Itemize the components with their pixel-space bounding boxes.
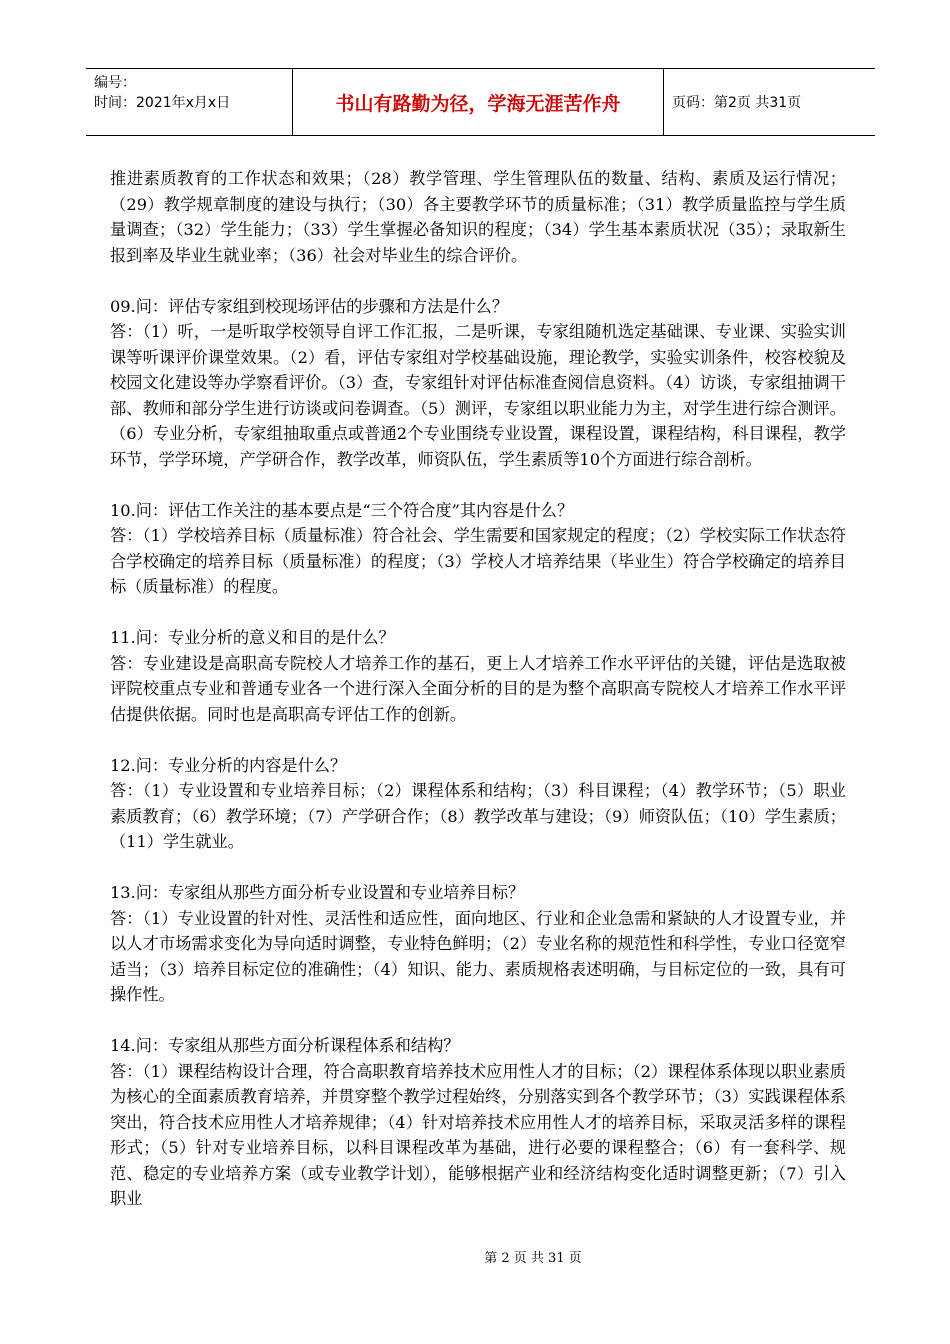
paragraph: 11.问：专业分析的意义和目的是什么？ bbox=[110, 628, 395, 647]
paragraph: 14.问：专家组从那些方面分析课程体系和结构？ bbox=[110, 1036, 460, 1055]
document-time: 时间：2021年x月x日 bbox=[94, 95, 231, 111]
header-meta bbox=[86, 69, 292, 135]
paragraph: 12.问：专业分析的内容是什么？ bbox=[110, 755, 347, 775]
paragraph-gap bbox=[110, 268, 846, 294]
paragraph: 答：（1）专业设置和专业培养目标；（2）课程体系和结构；（3）科目课程；（4）教学环节；（5）职业素质教育；（6）教学环境；（7）产学研合作；（8）教学改革与建设；（9）师资队伍；（10）学生素质；（11）学生就业。 bbox=[110, 781, 846, 851]
page-header bbox=[86, 68, 875, 136]
paragraph-gap bbox=[110, 1008, 846, 1034]
paragraph: 答：（1）课程结构设计合理，符合高职教育培养技术应用性人才的目标；（2）课程体系体现以职业素质为核心的全面素质教育培养，并贯穿整个教学过程始终，分别落实到各个教学环节；（3）实践课程体系突出，符合技术应用性人才培养规律；（4）针对培养技术应用性人才的培养目标，采取灵活多样的课程形式；（5）针对专业培养目标，以科目课程改革为基础，进行必要的课程整合；（6）有一套科学、规范、稳定的专业培养方案（或专业教学计划），能够根据产业和经济结构变化适时调整更新；（7）引入职业 bbox=[110, 1061, 846, 1208]
paragraph-gap bbox=[110, 600, 846, 626]
paragraph: 10.问：评估工作关注的基本要点是“三个符合度”其内容是什么？ bbox=[110, 500, 574, 520]
paragraph: 推进素质教育的工作状态和效果；（28）教学管理、学生管理队伍的数量、结构、素质及运行情况；（29）教学规章制度的建设与执行；（30）各主要教学环节的质量标准；（31）教学质量监控与学生质量调查；（32）学生能力；（33）学生掌握必备知识的程度；（34）学生基本素质状况（35）；录取新生报到率及毕业生就业率；（36）社会对毕业生的综合评价。 bbox=[110, 169, 846, 265]
paragraph-gap bbox=[110, 472, 846, 498]
header-page-number: 页码：第2页 共31页 bbox=[672, 95, 802, 111]
paragraph: 答：（1）专业设置的针对性、灵活性和适应性，面向地区、行业和企业急需和紧缺的人才设置专业，并以人才市场需求变化为导向适时调整，专业特色鲜明；（2）专业名称的规范性和科学性，专业口径宽窄适当；（3）培养目标定位的准确性；（4）知识、能力、素质规格表述明确，与目标定位的一致，具有可操作性。 bbox=[110, 908, 846, 1004]
paragraph-gap bbox=[110, 855, 846, 881]
document-number: 编号： bbox=[94, 75, 136, 91]
paragraph-gap bbox=[110, 727, 846, 753]
paragraph: 答：（1）听，一是听取学校领导自评工作汇报，二是听课，专家组随机选定基础课、专业课、实验实训课等听课评价课堂效果。（2）看，评估专家组对学校基础设施，理论教学，实验实训条件，校容校貌及校园文化建设等办学察看评价。（3）查，专家组针对评估标准查阅信息资料。（4）访谈，专家组抽调干部、教师和部分学生进行访谈或问卷调查。（5）测评，专家组以职业能力为主，对学生进行综合测评。（6）专业分析，专家组抽取重点或普通2个专业围绕专业设置，课程设置，课程结构，科目课程，教学环节，学学环境，产学研合作，教学改革，师资队伍，学生素质等10个方面进行综合剖析。 bbox=[110, 322, 846, 469]
header-motto: 书山有路勤为径，学海无涯苦作舟 bbox=[292, 69, 664, 135]
page-footer: 第 2 页 共 31 页 bbox=[484, 1251, 582, 1266]
paragraph: 13.问：专家组从那些方面分析专业设置和专业培养目标？ bbox=[110, 883, 525, 902]
paragraph: 09.问：评估专家组到校现场评估的步骤和方法是什么？ bbox=[110, 296, 509, 316]
paragraph: 答：专业建设是高职高专院校人才培养工作的基石，更上人才培养工作水平评估的关键，评估是选取被评院校重点专业和普通专业各一个进行深入全面分析的目的是为整个高职高专院校人才培养工作水平评估提供依据。同时也是高职高专评估工作的创新。 bbox=[110, 653, 846, 724]
paragraph: 答：（1）学校培养目标（质量标准）符合社会、学生需要和国家规定的程度；（2）学校实际工作状态符合学校确定的培养目标（质量标准）的程度；（3）学校人才培养结果（毕业生）符合学校确定的培养目标（质量标准）的程度。 bbox=[110, 526, 846, 596]
document-body bbox=[110, 166, 846, 1212]
